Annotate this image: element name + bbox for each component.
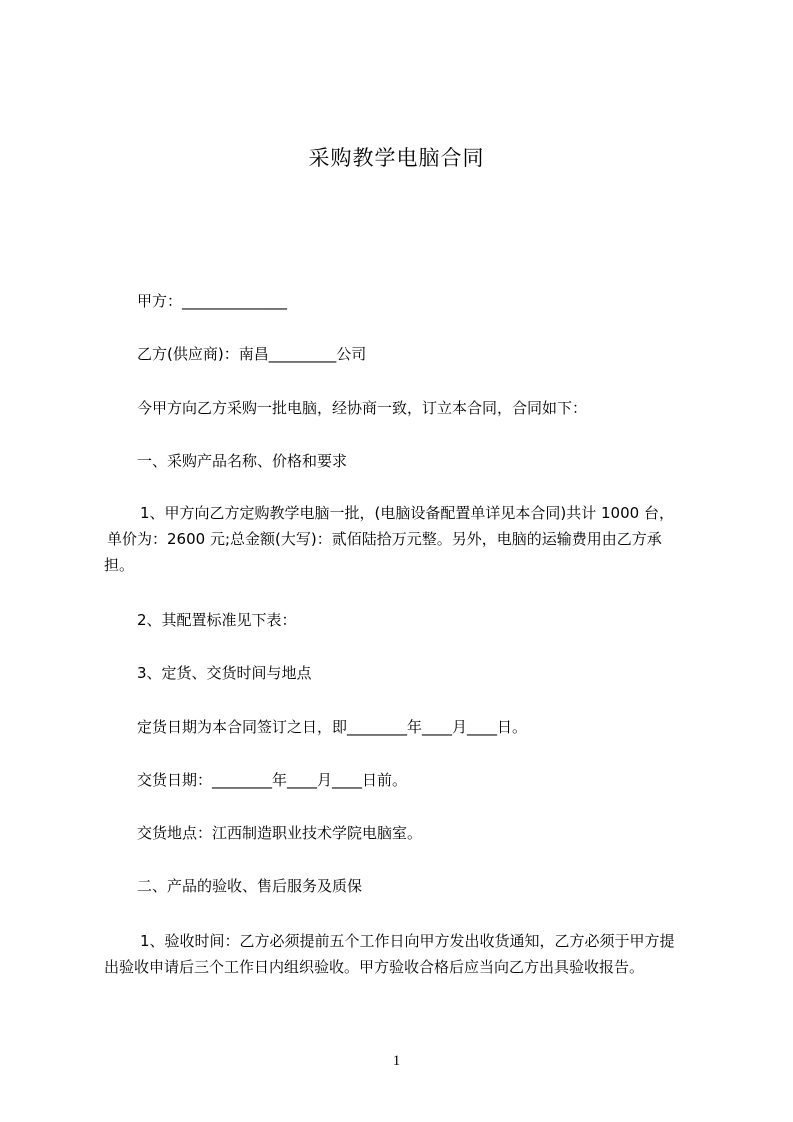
acceptance-line-1: 1、验收时间：乙方必须提前五个工作日向甲方发出收货通知，乙方必须于甲方提 xyxy=(140,932,675,950)
item-1-line-1: 1、甲方向乙方定购教学电脑一批，(电脑设备配置单详见本合同)共计 1000 台， xyxy=(140,504,674,522)
item-2-line: 2、其配置标准见下表： xyxy=(137,611,297,629)
item-1-line-2: 单价为：2600 元;总金额(大写)：贰佰陆拾万元整。另外，电脑的运输费用由乙方承 xyxy=(107,530,662,548)
section-1-heading: 一、采购产品名称、价格和要求 xyxy=(137,452,348,470)
delivery-place-line: 交货地点：江西制造职业技术学院电脑室。 xyxy=(137,824,423,842)
item-1-line-3: 担。 xyxy=(104,556,135,574)
party-a-line: 甲方：______________ xyxy=(137,292,288,310)
page-number: 1 xyxy=(392,1053,401,1069)
acceptance-line-2: 出验收申请后三个工作日内组织验收。甲方验收合格后应当向乙方出具验收报告。 xyxy=(104,958,645,976)
intro-paragraph: 今甲方向乙方采购一批电脑，经协商一致，订立本合同，合同如下： xyxy=(137,399,588,417)
delivery-date-line: 交货日期：________年____月____日前。 xyxy=(137,771,408,789)
item-1-paragraph xyxy=(104,500,720,578)
party-b-line: 乙方(供应商)：南昌_________公司 xyxy=(137,345,367,363)
document-title: 采购教学电脑合同 xyxy=(308,146,485,170)
item-3-heading: 3、定货、交货时间与地点 xyxy=(137,664,312,682)
order-date-line: 定货日期为本合同签订之日，即________年____月____日。 xyxy=(137,718,528,736)
section-2-heading: 二、产品的验收、售后服务及质保 xyxy=(137,877,363,895)
acceptance-paragraph xyxy=(104,928,720,980)
